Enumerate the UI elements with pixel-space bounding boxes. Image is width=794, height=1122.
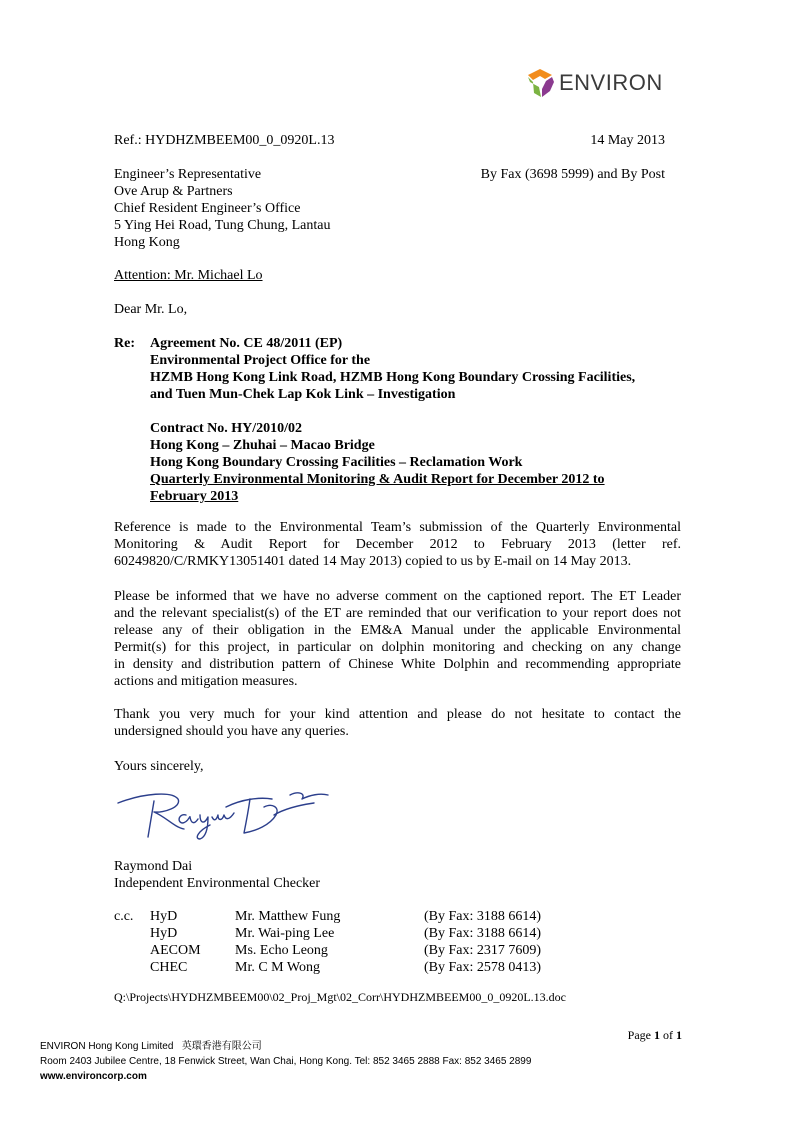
salutation: Dear Mr. Lo, (114, 302, 188, 317)
cc-fax: (By Fax: 3188 6614) (424, 926, 542, 941)
paragraph-line: Reference is made to the Environmental Team’s submission of the Quarterly Environmental (114, 520, 681, 535)
subject-line: and Tuen Mun-Chek Lap Kok Link – Investigation (150, 387, 456, 402)
re-label: Re: (114, 336, 135, 351)
footer-address: Room 2403 Jubilee Centre, 18 Fenwick Street, Wan Chai, Hong Kong. Tel: 852 3465 2888 Fax: 852 3465 2899 (40, 1056, 532, 1067)
cc-fax: (By Fax: 2317 7609) (424, 943, 542, 958)
page-prefix: Page (627, 1028, 654, 1042)
paragraph-line: actions and mitigation measures. (114, 674, 298, 689)
cc-org: HyD (150, 926, 178, 941)
signer-title: Independent Environmental Checker (114, 876, 321, 891)
cc-org: CHEC (150, 960, 188, 975)
body-paragraph-2 (114, 588, 681, 690)
cc-name: Mr. Wai-ping Lee (235, 926, 335, 941)
footer-company: ENVIRON Hong Kong Limited (40, 1041, 174, 1052)
closing: Yours sincerely, (114, 759, 204, 774)
cc-org: AECOM (150, 943, 201, 958)
body-paragraph-1 (114, 519, 681, 570)
footer (40, 1039, 531, 1084)
body-paragraph-3 (114, 706, 681, 740)
subject-line-underlined: February 2013 (150, 489, 239, 504)
subject-line-underlined: Quarterly Environmental Monitoring & Audit Report for December 2012 to (150, 472, 605, 487)
subject-line: Hong Kong Boundary Crossing Facilities – Reclamation Work (150, 455, 523, 470)
page-number (628, 1027, 682, 1044)
cc-row (114, 908, 541, 925)
paragraph-line: and the relevant specialist(s) of the ET are reminded that our verification to your report does not (114, 606, 681, 621)
paragraph-line: 60249820/C/RMKY13051401 dated 14 May 2013) copied to us by E-mail on 14 May 2013. (114, 554, 632, 569)
cc-name: Mr. Matthew Fung (235, 909, 341, 924)
file-path: Q:\Projects\HYDHZMBEEM00\02_Proj_Mgt\02_Corr\HYDHZMBEEM00_0_0920L.13.doc (114, 990, 566, 1004)
reference-number: Ref.: HYDHZMBEEM00_0_0920L.13 (114, 133, 335, 148)
subject-line: HZMB Hong Kong Link Road, HZMB Hong Kong Boundary Crossing Facilities, (150, 370, 636, 385)
handwritten-signature (114, 785, 334, 845)
cc-label: c.c. (114, 909, 134, 924)
paragraph-line: Thank you very much for your kind attention and please do not hesitate to contact the (114, 707, 681, 722)
cc-name: Mr. C M Wong (235, 960, 320, 975)
paragraph-line: release any of their obligation in the EM&A Manual under the applicable Environmental (114, 623, 681, 638)
cc-row (114, 959, 541, 976)
recipient-line: Ove Arup & Partners (114, 184, 233, 199)
subject-block (150, 335, 670, 505)
paragraph-line: Permit(s) for this project, in particular on dolphin monitoring and checking on any change (114, 640, 681, 655)
page-current: 1 (654, 1028, 660, 1042)
paragraph-line: undersigned should you have any queries. (114, 724, 349, 739)
footer-company-line (40, 1039, 531, 1054)
paragraph-line: in density and distribution pattern of Chinese White Dolphin and recommending appropriate (114, 657, 681, 672)
footer-company-chinese: 英環香港有限公司 (181, 1041, 262, 1052)
cc-fax: (By Fax: 3188 6614) (424, 909, 542, 924)
cc-fax: (By Fax: 2578 0413) (424, 960, 542, 975)
subject-line: Environmental Project Office for the (150, 353, 371, 368)
footer-website: www.environcorp.com (40, 1071, 147, 1082)
subject-line: Contract No. HY/2010/02 (150, 421, 303, 436)
signer-name: Raymond Dai (114, 859, 193, 874)
attention-line: Attention: Mr. Michael Lo (114, 268, 263, 283)
environ-logo-text: ENVIRON (559, 70, 663, 95)
page-sep: of (660, 1028, 676, 1042)
recipient-line: Hong Kong (114, 235, 180, 250)
recipient-line: Chief Resident Engineer’s Office (114, 201, 301, 216)
reference-line (114, 132, 665, 149)
subject-line: Agreement No. CE 48/2011 (EP) (150, 336, 343, 351)
subject-line: Hong Kong – Zhuhai – Macao Bridge (150, 438, 375, 453)
signer-block (114, 858, 320, 892)
page-total: 1 (676, 1028, 682, 1042)
cc-list (114, 908, 541, 976)
environ-logo-mark-icon (525, 66, 557, 100)
paragraph-line: Please be informed that we have no adverse comment on the captioned report. The ET Leader (114, 589, 681, 604)
paragraph-line: Monitoring & Audit Report for December 2012 to February 2013 (letter ref. (114, 537, 681, 552)
environ-logo (525, 66, 675, 102)
cc-row (114, 925, 541, 942)
recipient-line: Engineer’s Representative (114, 167, 262, 182)
signature-icon (114, 785, 334, 845)
cc-org: HyD (150, 909, 178, 924)
recipient-address (114, 166, 665, 251)
cc-name: Ms. Echo Leong (235, 943, 328, 958)
recipient-line: 5 Ying Hei Road, Tung Chung, Lantau (114, 218, 331, 233)
letter-date: 14 May 2013 (590, 133, 665, 148)
cc-row (114, 942, 541, 959)
delivery-method: By Fax (3698 5999) and By Post (480, 167, 665, 182)
